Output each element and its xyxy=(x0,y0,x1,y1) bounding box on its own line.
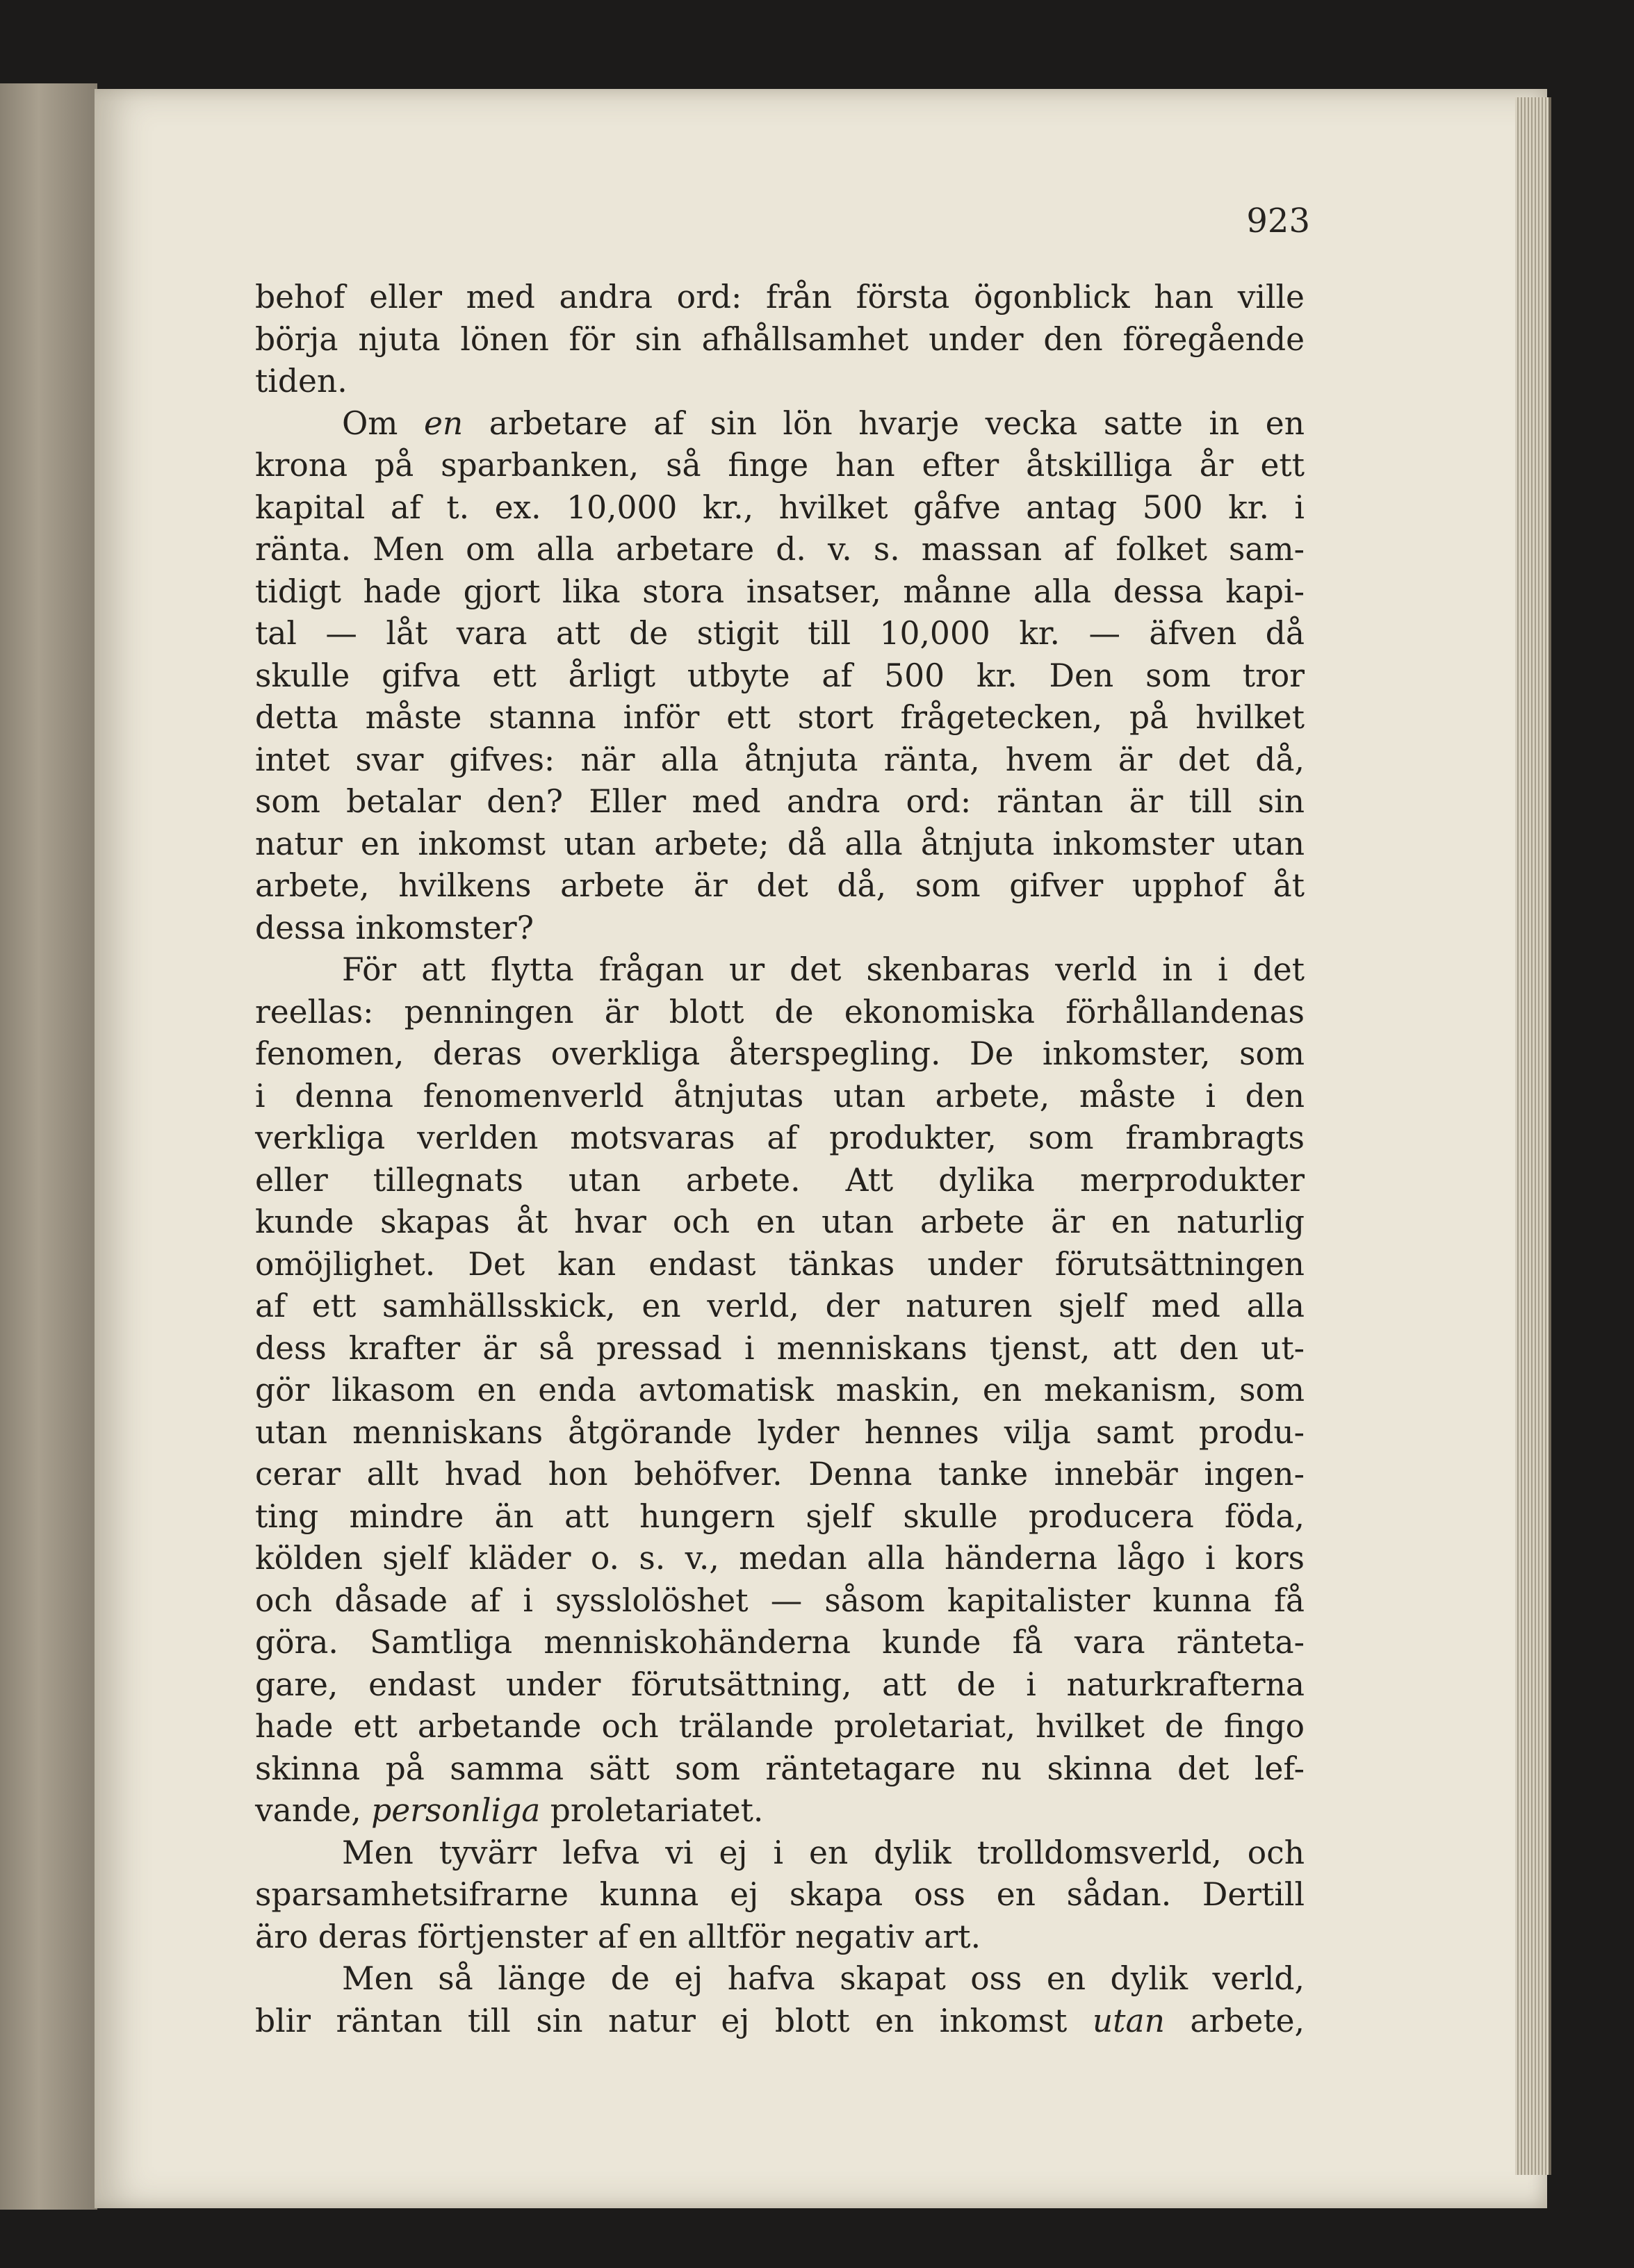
text-line: Men tyvärr lefva vi ej i en dylik trolldomsverld, och xyxy=(342,1834,1305,1871)
text-line: vande, personliga proletariatet. xyxy=(255,1792,764,1829)
text-line: sparsamhetsifrarne kunna ej skapa oss en sådan. Dertill xyxy=(255,1876,1305,1913)
text-line: För att flytta frågan ur det skenbaras verld in i det xyxy=(342,951,1305,988)
text-line: af ett samhällsskick, en verld, der naturen sjelf med alla xyxy=(255,1288,1305,1324)
text-line: utan menniskans åtgörande lyder hennes vilja samt produ- xyxy=(255,1413,1305,1451)
text-line: arbete, hvilkens arbete är det då, som gifver upphof åt xyxy=(255,867,1305,904)
text-line: natur en inkomst utan arbete; då alla åtnjuta inkomster utan xyxy=(255,825,1305,862)
text-line: tal — låt vara att de stigit till 10,000 kr. — äfven då xyxy=(255,615,1305,652)
text-line: i denna fenomenverld åtnjutas utan arbete, måste i den xyxy=(255,1077,1305,1115)
emphasis-text: en xyxy=(423,404,464,442)
text-line: dess krafter är så pressad i menniskans tjenst, att den ut- xyxy=(255,1329,1305,1367)
text-line: äro deras förtjenster af en alltför negativ art. xyxy=(255,1918,981,1955)
emphasis-text: personliga xyxy=(371,1792,541,1829)
text-line: behof eller med andra ord: från första ögonblick han ville xyxy=(255,279,1305,315)
text-line: göra. Samtliga menniskohänderna kunde få vara ränteta- xyxy=(255,1624,1305,1661)
text-line: och dåsade af i sysslolöshet — såsom kapitalister kunna få xyxy=(255,1581,1305,1619)
text-line: detta måste stanna inför ett stort frågetecken, på hvilket xyxy=(255,699,1305,736)
text-line: cerar allt hvad hon behöfver. Denna tanke innebär ingen- xyxy=(255,1456,1305,1493)
text-line: eller tillegnats utan arbete. Att dylika merprodukter xyxy=(255,1161,1305,1199)
text-line: hade ett arbetande och trälande proletariat, hvilket de fingo xyxy=(255,1708,1305,1745)
text-line: verkliga verlden motsvaras af produkter, som frambragts xyxy=(255,1119,1305,1156)
text-line: Om en arbetare af sin lön hvarje vecka satte in en xyxy=(342,404,1305,442)
text-line: intet svar gifves: när alla åtnjuta ränta, hvem är det då, xyxy=(255,741,1305,778)
text-line: börja njuta lönen för sin afhållsamhet under den föregående xyxy=(255,320,1305,358)
text-line: tidigt hade gjort lika stora insatser, månne alla dessa kapi- xyxy=(255,573,1305,610)
text-line: Men så länge de ej hafva skapat oss en dylik verld, xyxy=(342,1960,1305,1997)
text-line: skinna på samma sätt som räntetagare nu skinna det lef- xyxy=(255,1750,1305,1787)
text-line: som betalar den? Eller med andra ord: räntan är till sin xyxy=(255,783,1305,820)
text-line: gör likasom en enda avtomatisk maskin, en mekanism, som xyxy=(255,1372,1305,1408)
text-line: gare, endast under förutsättning, att de i naturkrafterna xyxy=(255,1666,1305,1703)
page-number: 923 xyxy=(1246,202,1310,240)
text-line: fenomen, deras overkliga återspegling. De inkomster, som xyxy=(255,1035,1305,1072)
text-line: ting mindre än att hungern sjelf skulle producera föda, xyxy=(255,1497,1305,1535)
text-line: skulle gifva ett årligt utbyte af 500 kr. Den som tror xyxy=(255,657,1305,694)
text-line: kapital af t. ex. 10,000 kr., hvilket gåfve antag 500 kr. i xyxy=(255,488,1305,526)
text-line: dessa inkomster? xyxy=(255,909,534,946)
text-line: reellas: penningen är blott de ekonomiska förhållandenas xyxy=(255,993,1305,1030)
text-line: ränta. Men om alla arbetare d. v. s. massan af folket sam- xyxy=(255,531,1305,568)
text-line: krona på sparbanken, så finge han efter åtskilliga år ett xyxy=(255,447,1305,484)
previous-page-edge xyxy=(0,83,97,2210)
emphasis-text: utan xyxy=(1092,2002,1165,2039)
text-line: omöjlighet. Det kan endast tänkas under förutsättningen xyxy=(255,1245,1305,1283)
text-line: blir räntan till sin natur ej blott en inkomst utan arbete, xyxy=(255,2002,1305,2039)
text-line: kunde skapas åt hvar och en utan arbete är en naturlig xyxy=(255,1203,1305,1240)
text-line: kölden sjelf kläder o. s. v., medan alla händerna lågo i kors xyxy=(255,1540,1305,1577)
body-text xyxy=(255,277,1305,2042)
text-line: tiden. xyxy=(255,363,348,400)
page-edges xyxy=(1515,97,1551,2175)
